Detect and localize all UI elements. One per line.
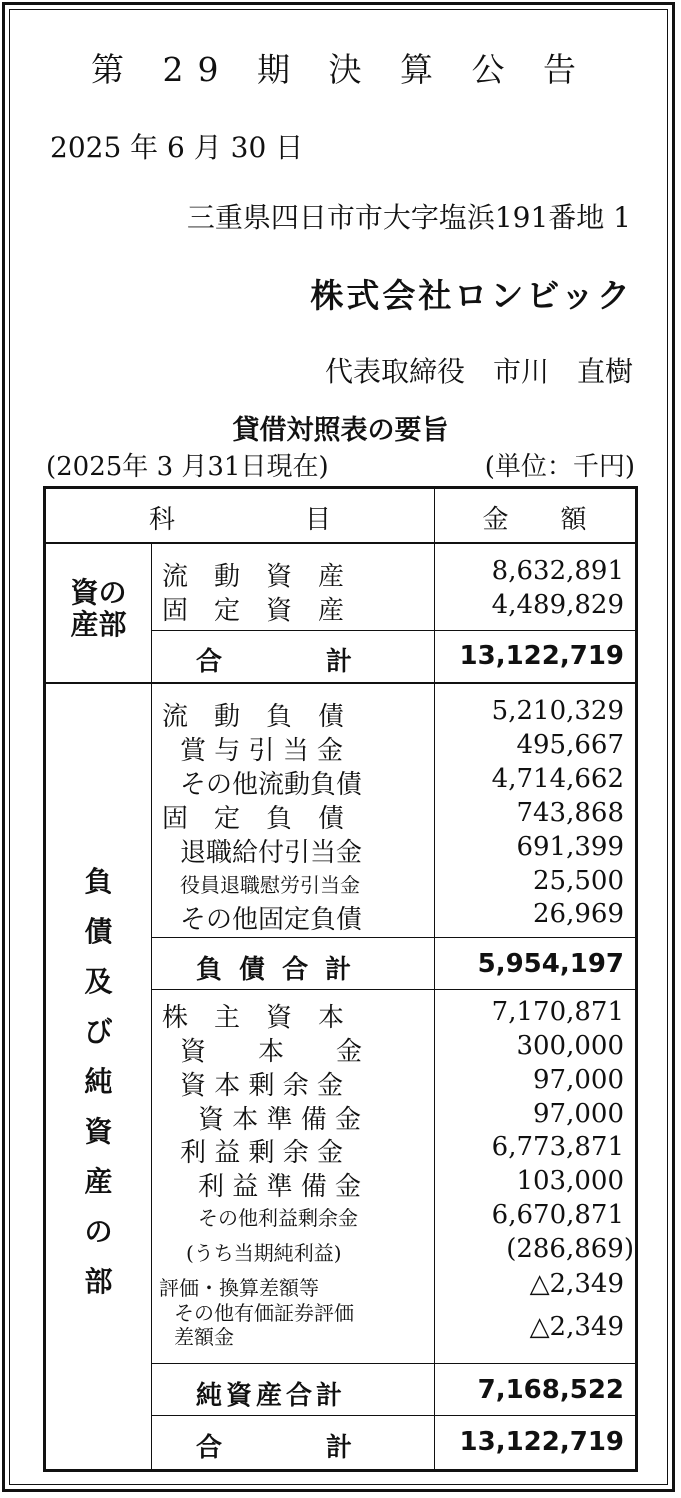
net-asset-row-label: (うち当期純利益): [186, 1241, 342, 1265]
liability-row-label: 固 定 負 債: [162, 804, 345, 834]
company-name: 株式会社ロンビック: [310, 276, 633, 315]
net-asset-row-label: 資 本 準 備 金: [198, 1105, 362, 1135]
liability-row-label: その他流動負債: [180, 770, 363, 800]
liability-row-label: 役員退職慰労引当金: [180, 873, 360, 897]
asset-row-amount: 4,489,829: [491, 590, 624, 620]
liability-row-label: その他固定負債: [180, 905, 363, 935]
net-asset-row-amount: 103,000: [516, 1166, 624, 1196]
net-asset-row-amount: 97,000: [533, 1099, 624, 1129]
header-divider: [46, 542, 635, 544]
net-asset-row-amount: (286,869): [506, 1234, 634, 1264]
liabilities-section-divider: [151, 989, 635, 990]
liability-row-amount: 5,210,329: [491, 696, 624, 726]
net-asset-row-amount: 6,670,871: [491, 1200, 624, 1230]
net-asset-row-amount: 6,773,871: [491, 1132, 624, 1162]
balance-sheet-title: 貸借対照表の要旨: [232, 415, 449, 446]
net-asset-row-amount: 300,000: [516, 1031, 624, 1061]
net-asset-row-amount: 7,170,871: [491, 997, 624, 1027]
net-asset-row-label: 資 本 剰 余 金: [180, 1071, 344, 1101]
asset-row-amount: 8,632,891: [491, 556, 624, 586]
net-assets-total-label: 純資産合計: [196, 1381, 347, 1411]
liability-row-amount: 691,399: [516, 832, 624, 862]
assets-section-label: 資の 産部: [70, 576, 127, 641]
representative: 代表取締役 市川 直樹: [324, 355, 633, 388]
notice-title: 第 29 期 決 算 公 告: [91, 50, 590, 89]
liabilities-total-amount: 5,954,197: [477, 949, 624, 979]
net-assets-total-divider: [151, 1363, 635, 1364]
notice-date: 2025 年 6 月 30 日: [50, 131, 304, 164]
liability-row-amount: 4,714,662: [491, 764, 624, 794]
liability-row-amount: 26,969: [533, 899, 624, 929]
net-asset-row-amount: △2,349: [529, 1312, 624, 1342]
balance-sheet-table: [43, 486, 638, 1472]
assets-total-divider: [151, 630, 635, 631]
asset-row-label: 流 動 資 産: [162, 562, 345, 592]
liability-row-amount: 743,868: [516, 798, 624, 828]
company-address: 三重県四日市市大字塩浜191番地 1: [186, 201, 631, 234]
net-asset-row-label: その他利益剰余金: [198, 1206, 358, 1230]
grand-total-divider: [151, 1415, 635, 1416]
net-asset-row-label: 株 主 資 本: [162, 1003, 345, 1033]
net-asset-row-amount: △2,349: [529, 1269, 624, 1299]
unit-label: (単位：千円): [484, 452, 635, 482]
assets-section-divider: [46, 682, 635, 684]
liability-row-amount: 25,500: [533, 866, 624, 896]
assets-total-label: 合 計: [196, 647, 353, 677]
net-asset-row-label: その他有価証券評価 差額金: [174, 1301, 354, 1349]
header-item: 科 目: [148, 505, 331, 535]
liabilities-total-label: 負 債 合 計: [196, 955, 356, 985]
assets-total-amount: 13,122,719: [459, 641, 624, 671]
net-asset-row-amount: 97,000: [533, 1065, 624, 1095]
liabilities-total-divider: [151, 937, 635, 938]
liability-row-label: 退職給付引当金: [180, 838, 363, 868]
liabilities-net-assets-section-label: 負 債 及 び 純 資 産 の 部: [84, 865, 113, 1298]
liability-row-label: 流 動 負 債: [162, 702, 345, 732]
grand-total-amount: 13,122,719: [459, 1427, 624, 1457]
net-asset-row-label: 資 本 金: [180, 1037, 363, 1067]
liability-row-label: 賞 与 引 当 金: [180, 736, 344, 766]
header-amount: 金 額: [482, 505, 587, 535]
grand-total-label: 合 計: [196, 1433, 353, 1463]
net-asset-row-label: 評価・換算差額等: [159, 1276, 319, 1300]
liability-row-amount: 495,667: [516, 730, 624, 760]
net-assets-total-amount: 7,168,522: [477, 1375, 624, 1405]
net-asset-row-label: 利 益 剰 余 金: [180, 1138, 344, 1168]
net-asset-row-label: 利 益 準 備 金: [198, 1172, 362, 1202]
asset-row-label: 固 定 資 産: [162, 596, 345, 626]
as-of-date: (2025年 3 月31日現在): [46, 452, 329, 482]
